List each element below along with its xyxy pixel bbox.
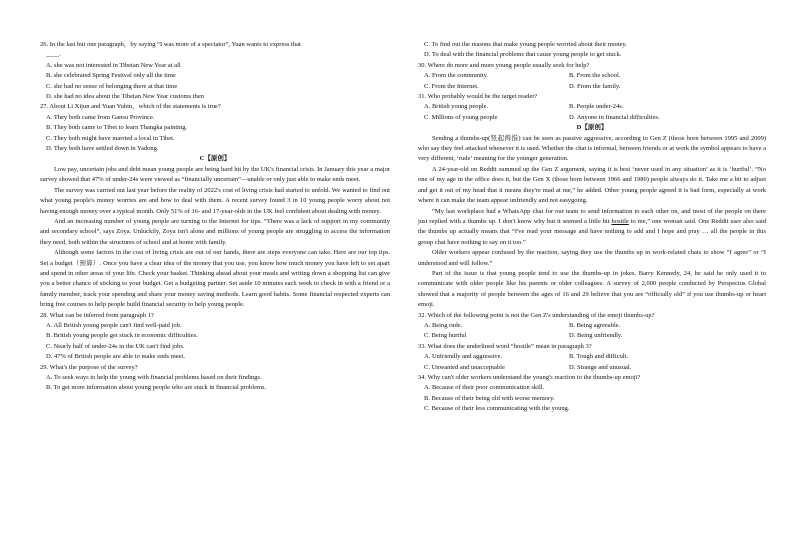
paragraph-text: “My last workplace had a WhatsApp chat for our team to send information to each other on, and most of the people on there just replied with a thumbs up. I don't know why but it seemed a little bit: [418, 207, 766, 225]
question-26-option: C. she had no sense of belonging there at that time: [46, 82, 178, 90]
question-31-option: A. British young people.: [424, 103, 489, 111]
passage-d-paragraph: Sending a thumbs-up(竖起拇指) can be seen as passive aggressive, according to Gen Z (those born between 1995 and 2009) who say they feel attacked whenever it is used. Whether the chat is informal, between friends or at work the symbol appears to have a very different, ‘rude’ meaning for the younger generation.: [418, 134, 766, 163]
passage-d-paragraph: [418, 207, 766, 249]
question-27-option: B. They both came to Tibet to learn Thangka painting.: [46, 124, 188, 132]
question-26-stem: 26. In the last but one paragraph，by saying “I was more of a spectator”, Yuan wants to express that: [40, 41, 301, 48]
question-28-stem: 28. What can be inferred from paragraph 1?: [40, 311, 154, 319]
question-29-option: B. To get more information about young people who are stuck in financial problems.: [46, 384, 267, 392]
question-29-option: C. To find out the reasons that make young people worried about their money.: [424, 41, 627, 48]
question-34-option: A. Because of their poor communication skill.: [424, 384, 545, 392]
question-32-options-row: [418, 321, 766, 331]
question-29-option: A. To seek ways to help the young with financial problems based on their findings.: [46, 374, 262, 381]
question-34-option: C. Because of their less communicating with the young.: [424, 405, 570, 413]
question-30-options-row: [418, 82, 766, 92]
question-31-option: B. People under-24s.: [569, 103, 624, 111]
left-column: [40, 40, 390, 394]
question-32-option: D. Being unfriendly.: [569, 332, 623, 340]
question-28-option: A. All British young people can't find well-paid job.: [46, 321, 182, 329]
question-33-stem: 33. What does the underlined word “hostile” mean in paragraph 3?: [418, 342, 592, 350]
question-27-option: C. They both might have married a local in Tibet.: [46, 134, 175, 142]
question-32-option: A. Being rude.: [424, 321, 463, 329]
question-33-option: A. Unfriendly and aggressive.: [424, 353, 503, 361]
question-28-option: C. Nearly half of under-24s in the UK can't find jobs.: [46, 342, 185, 350]
question-34-option: B. Because of their being old with worse memory.: [424, 394, 555, 402]
passage-c-paragraph: The survey was carried out last year before the reality of 2022's cost of living crisis had started to unfold. We wanted to find out what young people's money worries are and how to deal with them. A recent survey found 3 in 10 young people worry about not having enough money over a typical month. Only 51% of 16- and 17-year-olds in the UK feel confident about dealing with money.: [40, 186, 390, 215]
question-32-option: C. Being hurtful: [424, 332, 467, 340]
question-27-option: A. They both came from Gansu Province.: [46, 113, 155, 121]
question-26-option: B. she celebrated Spring Festival only all the time: [46, 72, 176, 80]
underlined-word: hostile: [611, 217, 629, 225]
question-33-option: C. Unwanted and unacceptable: [424, 363, 505, 371]
question-33-options-row: [418, 352, 766, 362]
question-31-options-row: [418, 113, 766, 123]
passage-c-paragraph: Low pay, uncertain jobs and debt mean young people are being hard hit by the UK's financial crisis. In January this year a major survey showed that 47% of under-24s were viewed as “financially uncertain”—unable or only just able to make ends meet.: [40, 165, 390, 184]
question-33-option: B. Tough and difficult.: [569, 353, 629, 361]
question-31-stem: 31. Who probably would be the target reader?: [418, 93, 538, 101]
question-26-option: D. she had no idea about the Tibetan New Year customs then: [46, 93, 204, 101]
right-column: [418, 40, 766, 415]
question-32-option: B. Being agreeable.: [569, 321, 621, 329]
passage-d-paragraph: A 24-year-old on Reddit summed up the Gen Z argument, saying it is best ‘never used in any situation’ as it is ‘hurtful’. “No one of my age in the office does it, but the Gen X (those born between 1966 and 1980) people always do it. Take me a bit to adjust and get it out of my head that it means they're mad at me,” he added. Other young people agreed it is bad form, especially at work where it can make the team appear unfriendly and not easygoing.: [418, 165, 766, 205]
question-30-option: D. From the family.: [569, 82, 621, 90]
question-26-option: A. she was not interested in Tibetan New Year at all: [46, 61, 181, 69]
question-27-stem: 27. About Li Xijun and Yuan Yubin，which of the statements is true?: [40, 103, 221, 111]
passage-d-paragraph: Part of the issue is that young people tend to use the thumbs-up in jokes. Barry Kennedy, 24, he said he only used it to communicate with older people like his parents or older colleagues. A survey of 2,000 people conducted by Perspectus Global showed that a majority of people between the ages of 16 and 29 believe that you are “officially old” if you use thumbs-up or heart emoji.: [418, 269, 766, 309]
question-30-option: C. From the Internet.: [424, 82, 479, 90]
question-26-blank: ____.: [46, 51, 61, 59]
question-29-stem: 29. What's the purpose of the survey?: [40, 363, 138, 371]
question-27-option: D. They both have settled down in Yadong.: [46, 145, 159, 153]
question-34-stem: 34. Why can't older workers understand the young's reaction to the thumbs-up emoji?: [418, 374, 641, 381]
question-30-stem: 30. Where do more and more young people usually seek for help?: [418, 61, 590, 69]
question-31-options-row: [418, 102, 766, 112]
question-28-option: B. British young people get stuck in economic difficulties.: [46, 332, 198, 340]
question-31-option: C. Millions of young people: [424, 113, 498, 121]
question-31-option: D. Anyone in financial difficulties.: [569, 113, 660, 121]
question-29-option: D. To deal with the financial problems that cause young people to get stuck.: [424, 51, 622, 59]
question-28-option: D. 47% of British people are able to make ends meet.: [46, 353, 185, 361]
section-c-heading: C【原创】: [199, 155, 231, 163]
passage-d-paragraph: Older workers appear confused by the reaction, saying they use the thumbs up in work-related chats to show “I agree” or “I understood and will follow.”: [418, 249, 766, 267]
passage-c-paragraph: And an increasing number of young people are turning to the Internet for tips. “There was a lack of support in my community and secondary school”, says Zoya. Unluckily, Zoya isn't alone and millions of young people are struggling to access the information they need, both within the structures of school and at home with family.: [40, 217, 390, 246]
paragraph-text: to me,” one woman said. One Reddit user also said the thumbs up actually means that “I've read your message and have nothing to add and I hope and pray … all the people in this group chat have nothing to say on it too.”: [418, 217, 767, 246]
question-30-options-row: [418, 71, 766, 81]
question-32-stem: 32. Which of the following point is not the Gen Z's understanding of the emoji thumbs-up?: [418, 311, 655, 319]
question-33-option: D. Strange and unusual.: [569, 363, 632, 371]
question-30-option: B. From the school.: [569, 72, 621, 80]
question-33-options-row: [418, 363, 766, 373]
passage-c-paragraph: Although some factors in the cost of living crisis are out of our hands, there are steps everyone can take. Here are our top tips. Set a budget（预算）. Once you have a clear idea of the money that you use, you know how much money you have left to set apart and spend in other areas of your life. Check your basket. Thinking ahead about your meals and writing down a shopping list can give you a better chance of sticking to your budget. Get a budgeting partner. Set aside 10 minutes each week to check in with a friend or a family member, track your spending and share your money saving methods. Learn good habits. Some financial respected experts can bring free courses to help people build financial security to help young people.: [40, 249, 390, 309]
question-30-option: A. From the community.: [424, 72, 489, 80]
question-32-options-row: [418, 331, 766, 341]
section-d-heading: D【原创】: [576, 124, 608, 132]
